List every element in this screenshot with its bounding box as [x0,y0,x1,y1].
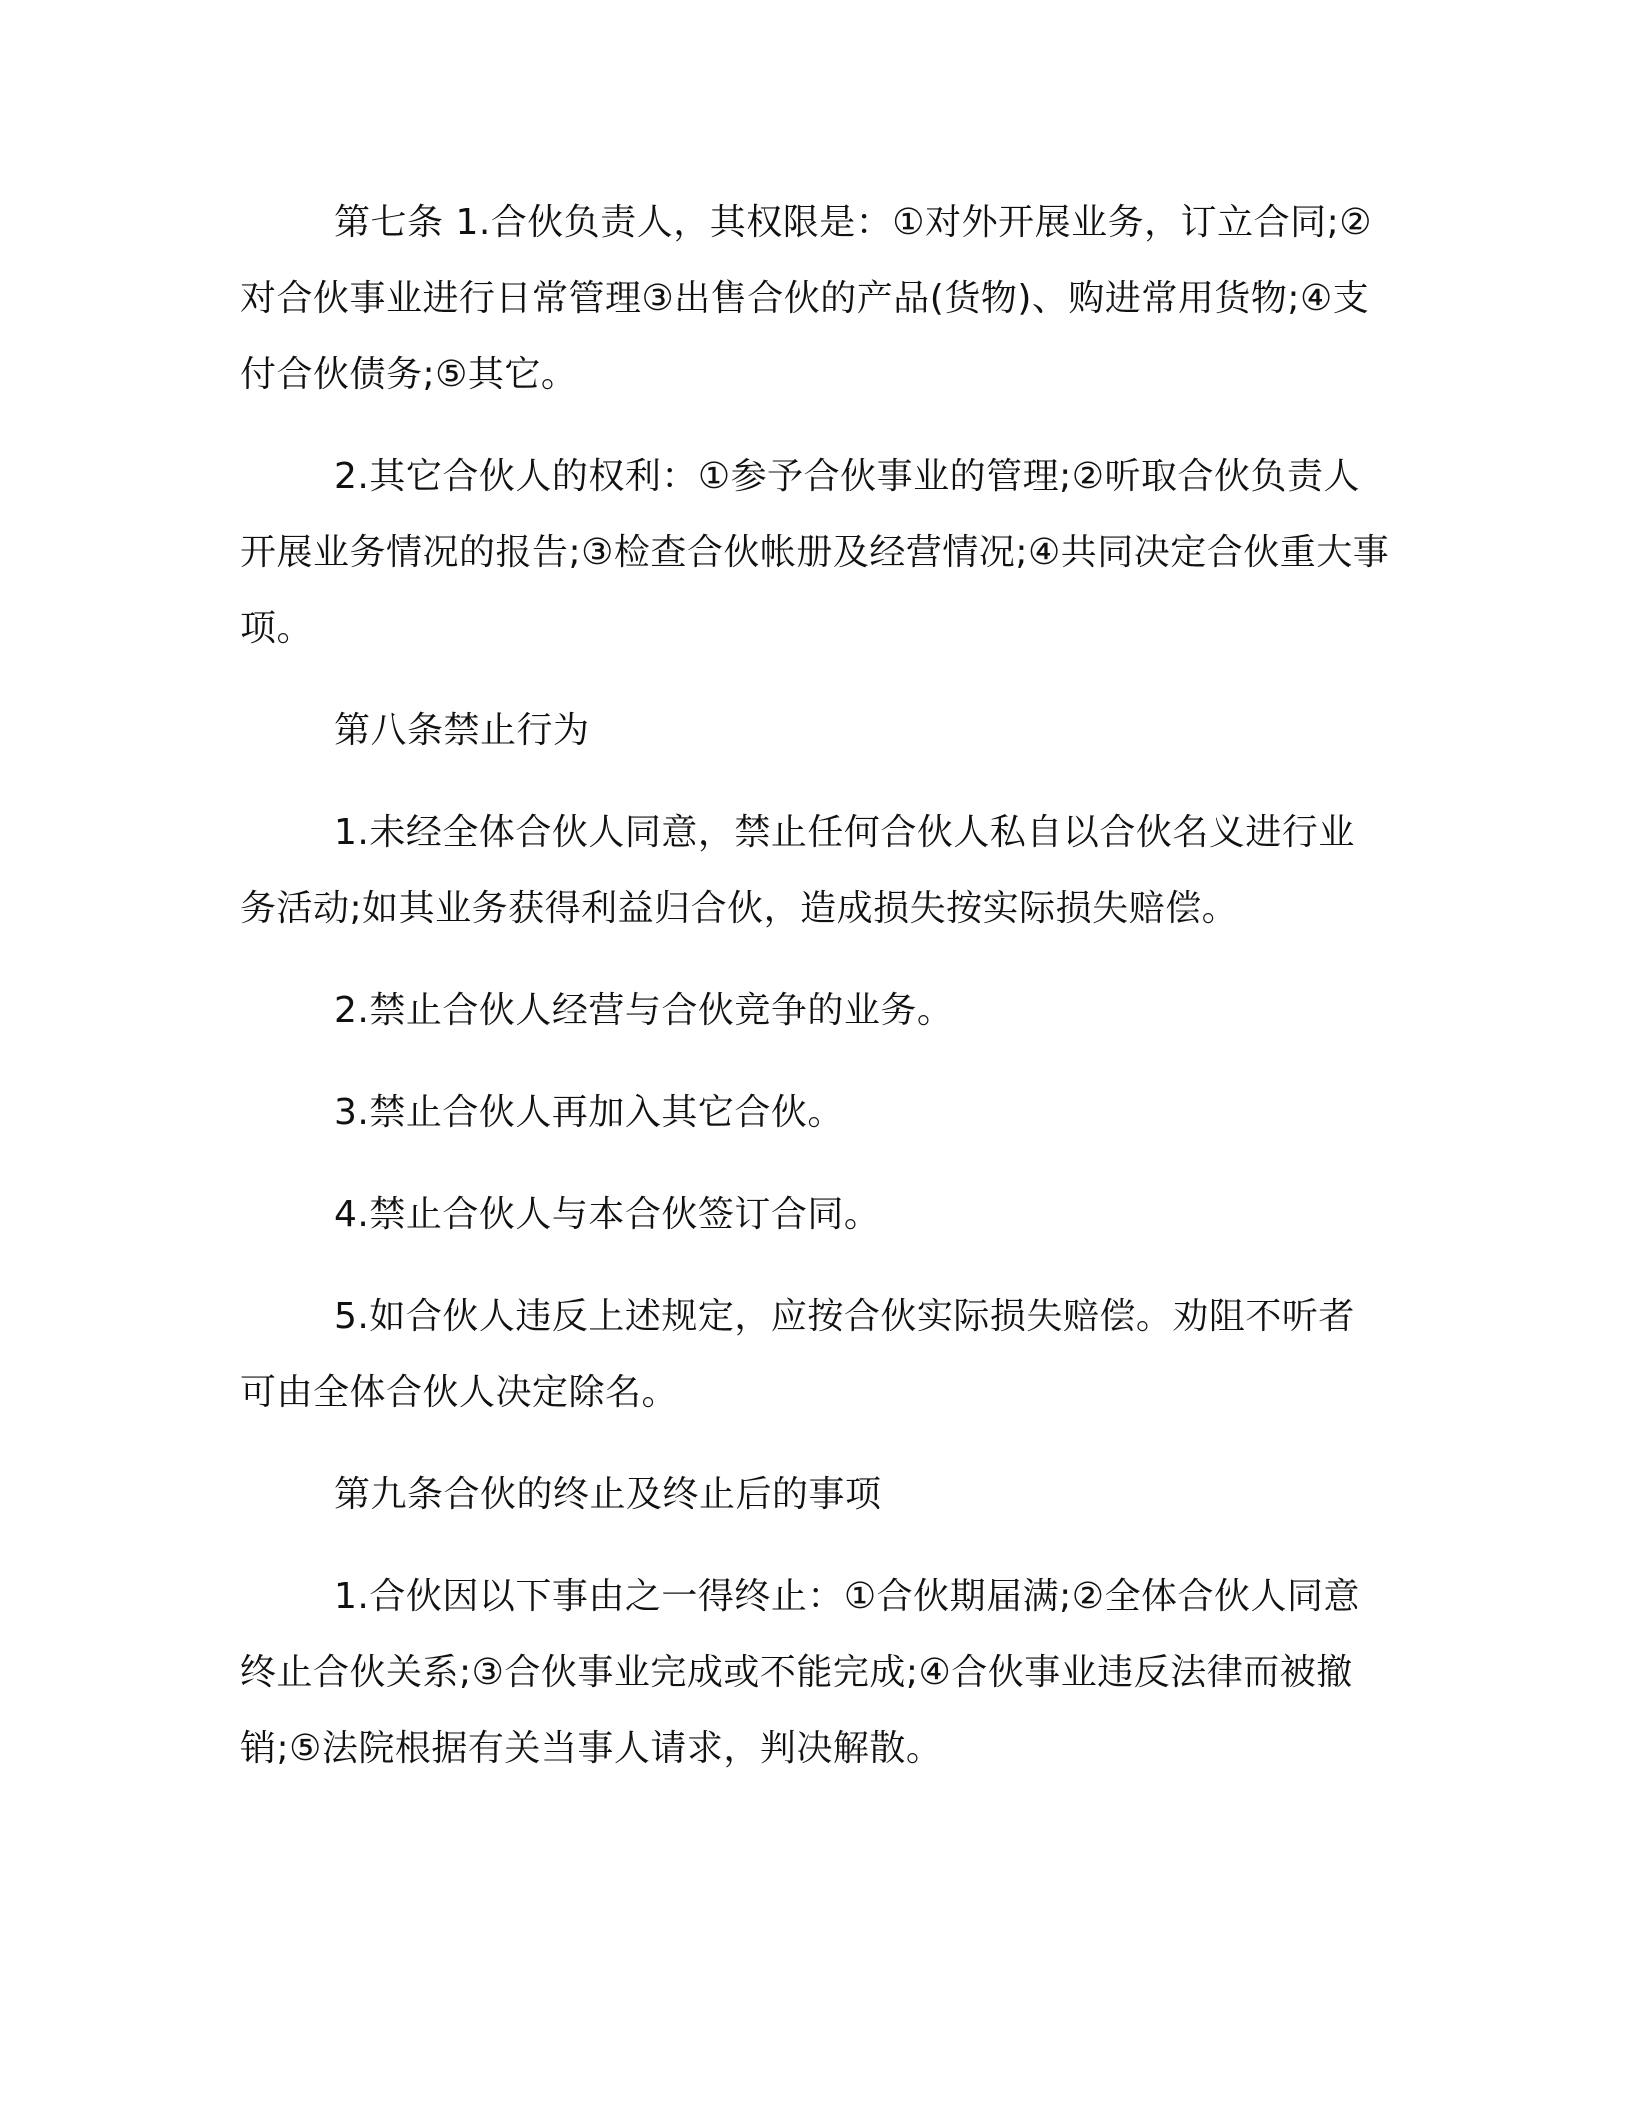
article-8-clause-2: 2.禁止合伙人经营与合伙竞争的业务。 [334,990,954,1031]
article-7-clause-2: 2.其它合伙人的权利：①参予合伙事业的管理;②听取合伙负责人开展业务情况的报告;③检查合伙帐册及经营情况;④共同决定合伙重大事项。 [240,456,1390,649]
article-8-clause-4: 4.禁止合伙人与本合伙签订合同。 [334,1194,881,1235]
article-9-clause-1: 1.合伙因以下事由之一得终止：①合伙期届满;②全体合伙人同意终止合伙关系;③合伙事业完成或不能完成;④合伙事业违反法律而被撤销;⑤法院根据有关当事人请求，判决解散。 [240,1576,1361,1769]
article-8-clause-5: 5.如合伙人违反上述规定，应按合伙实际损失赔偿。劝阻不听者可由全体合伙人决定除名。 [240,1296,1355,1413]
article-9-heading: 第九条合伙的终止及终止后的事项 [334,1474,882,1515]
article-7-clause-1: 第七条 1.合伙负责人，其权限是：①对外开展业务，订立合同;②对合伙事业进行日常管理③出售合伙的产品(货物)、购进常用货物;④支付合伙债务;⑤其它。 [240,202,1372,395]
article-8-heading: 第八条禁止行为 [334,710,590,751]
article-8-clause-3: 3.禁止合伙人再加入其它合伙。 [334,1092,844,1133]
document-page [240,185,1390,1787]
article-8-clause-1: 1.未经全体合伙人同意，禁止任何合伙人私自以合伙名义进行业务活动;如其业务获得利益归合伙，造成损失按实际损失赔偿。 [240,812,1355,929]
